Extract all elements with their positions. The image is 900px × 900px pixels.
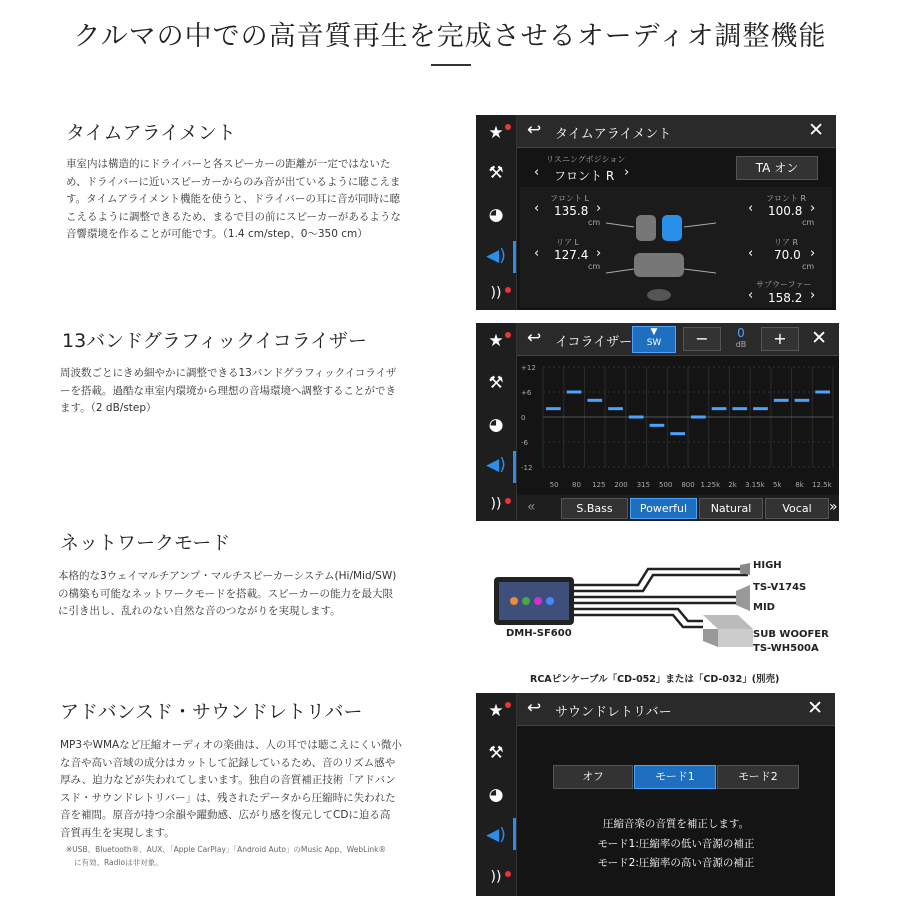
wiring-diagram xyxy=(478,555,838,685)
star-icon[interactable]: ★ xyxy=(488,331,504,351)
back-icon[interactable]: ↩ xyxy=(527,120,542,140)
text-line: 音響環境を作ることが可能です。（1.4 cm/step、0〜350 cm） xyxy=(66,228,368,240)
close-icon[interactable]: ✕ xyxy=(808,119,824,141)
eq-band-level xyxy=(650,424,665,427)
text-line: な音や高い音域の成分はカットして記録しているため、音のリズム感や xyxy=(60,756,396,769)
chevron-right-icon[interactable]: › xyxy=(810,288,816,303)
y-tick-label: -12 xyxy=(521,464,533,472)
band-label: 200 xyxy=(614,481,628,489)
eq-band-level xyxy=(567,391,582,394)
chevron-right-icon[interactable]: › xyxy=(810,246,816,261)
band-label: 50 xyxy=(549,481,559,489)
front-right-unit: cm xyxy=(802,218,815,227)
rear-right-label: リア R xyxy=(774,238,799,247)
rear-right-unit: cm xyxy=(802,262,815,271)
wifi-icon[interactable]: )) xyxy=(490,285,502,301)
text-line: 周波数ごとにきめ細やかに調整できる13バンドグラフィックイコライザ xyxy=(60,367,397,379)
band-label: 1.25k xyxy=(700,481,721,489)
settings-tools-icon[interactable]: ⚒ xyxy=(488,373,504,393)
wifi-icon[interactable]: )) xyxy=(490,496,502,512)
settings-tools-icon[interactable]: ⚒ xyxy=(488,163,504,183)
mid-label: MID xyxy=(753,602,775,613)
text-line: ーを搭載。過酷な車室内環境から理想の音場環境へ調整することができ xyxy=(60,384,396,397)
chevron-left-icon[interactable]: ‹ xyxy=(534,201,540,216)
notification-dot xyxy=(505,702,511,708)
high-label: HIGH xyxy=(753,560,782,571)
text-line: スド・サウンドレトリバー」は、残されたデータから圧縮時に失われた xyxy=(60,791,396,804)
band-label: 800 xyxy=(681,481,695,489)
text-line: 音質再生を実現します。 xyxy=(60,826,175,839)
rear-left-unit: cm xyxy=(588,262,601,271)
page-title: クルマの中での高音質再生を完成させるオーディオ調整機能 xyxy=(73,21,827,52)
time-alignment-screen xyxy=(476,115,836,310)
section-title-network: ネットワークモード xyxy=(60,532,231,554)
eq-band-level xyxy=(691,416,706,419)
sound-retriever-screen xyxy=(476,693,835,896)
minus-button[interactable]: − xyxy=(683,327,721,351)
chevron-left-icon[interactable]: ‹ xyxy=(534,165,540,180)
preset-next-icon[interactable]: » xyxy=(829,499,838,515)
retriever-mode2-button[interactable]: モード2 xyxy=(717,765,799,789)
chevron-left-icon[interactable]: ‹ xyxy=(748,246,754,261)
section-body-time-alignment xyxy=(66,156,436,244)
back-icon[interactable]: ↩ xyxy=(527,698,542,718)
eq-band-level xyxy=(608,407,623,410)
front-left-label: フロント L xyxy=(550,194,589,203)
chevron-left-icon[interactable]: ‹ xyxy=(748,201,754,216)
active-indicator xyxy=(513,818,516,850)
front-left-value: 135.8 xyxy=(554,204,589,218)
eq-band-level xyxy=(670,432,685,435)
description-line: モード2:圧縮率の高い音源の補正 xyxy=(597,857,755,869)
text-line: 本格的な3ウェイマルチアンプ・マルチスピーカーシステム(Hi/Mid/SW) xyxy=(58,570,397,582)
equalizer-chart[interactable] xyxy=(517,357,839,495)
car-seats-diagram xyxy=(596,203,726,303)
notification-dot xyxy=(505,124,511,130)
text-line: に引き出し、乱れのない自然な音のつながりを実現します。 xyxy=(58,605,341,617)
back-icon[interactable]: ↩ xyxy=(527,328,542,348)
band-label: 315 xyxy=(636,481,651,489)
band-label: 8k xyxy=(795,481,804,489)
preset-vocal-button[interactable]: Vocal xyxy=(765,498,829,519)
listening-position-value: フロント R xyxy=(554,169,615,183)
text-line: す。タイムアライメント機能を使うと、ドライバーの耳に音が同時に聴 xyxy=(66,193,401,205)
chevron-right-icon[interactable]: › xyxy=(596,246,602,261)
section-title-equalizer: 13バンドグラフィックイコライザー xyxy=(62,330,367,352)
ta-on-button[interactable]: TA オン xyxy=(736,156,818,180)
notification-dot xyxy=(505,287,511,293)
screen-title: タイムアライメント xyxy=(555,127,672,142)
sw-button[interactable] xyxy=(632,326,676,353)
settings-tools-icon[interactable]: ⚒ xyxy=(488,743,504,763)
rear-left-label: リア L xyxy=(556,238,579,247)
sw-label: SW xyxy=(646,338,662,348)
text-line: MP3やWMAなど圧縮オーディオの楽曲は、人の耳では聴こえにくい微小 xyxy=(60,739,402,751)
eq-band-level xyxy=(774,399,789,402)
listening-position-label: リスニングポジション xyxy=(546,155,626,164)
retriever-description xyxy=(517,815,835,874)
screen-title: サウンドレトリバー xyxy=(555,705,672,720)
front-right-label: フロント R xyxy=(766,194,807,203)
preset-sbass-button[interactable]: S.Bass xyxy=(561,498,628,519)
retriever-mode1-button[interactable]: モード1 xyxy=(634,765,716,789)
chevron-right-icon[interactable]: › xyxy=(624,165,630,180)
screen-header xyxy=(517,323,839,356)
palette-icon[interactable]: ◕ xyxy=(488,785,504,805)
y-tick-label: +6 xyxy=(521,389,532,397)
eq-band-level xyxy=(712,407,727,410)
wifi-icon[interactable]: )) xyxy=(490,869,502,885)
head-unit-label: DMH-SF600 xyxy=(506,628,572,639)
text-line: め、ドライバーに近いスピーカーからのみ音が出ているように聴こえま xyxy=(66,175,401,188)
section-body-equalizer xyxy=(60,365,440,418)
eq-band-level xyxy=(795,399,810,402)
section-body-retriever xyxy=(60,737,440,842)
screen-header xyxy=(517,693,835,726)
rear-right-value: 70.0 xyxy=(774,248,801,262)
eq-band-level xyxy=(587,399,602,402)
notification-dot xyxy=(505,871,511,877)
band-label: 125 xyxy=(592,481,606,489)
eq-band-level xyxy=(732,407,747,410)
subwoofer-label: SUB WOOFER xyxy=(753,629,829,640)
text-line: の構築も可能なネットワークモードを搭載。スピーカーの能力を最大限 xyxy=(58,587,393,600)
cable-note: RCAピンケーブル「CD-052」または「CD-032」(別売) xyxy=(530,674,780,685)
retriever-off-button[interactable]: オフ xyxy=(553,765,633,789)
text-line: 音を補間。原音が持つ余韻や躍動感、広がり感を復元してCDに迫る高 xyxy=(60,809,391,821)
equalizer-screen xyxy=(476,323,839,521)
rear-left-value: 127.4 xyxy=(554,248,589,262)
audio-icon[interactable]: ◀) xyxy=(486,246,506,266)
notification-dot xyxy=(505,498,511,504)
band-label: 12.5k xyxy=(812,481,832,489)
text-line: こえるように調整できるため、まるで目の前にスピーカーがあるような xyxy=(66,210,401,223)
eq-band-level xyxy=(546,407,561,410)
section-title-time-alignment: タイムアライメント xyxy=(66,122,236,144)
preset-natural-button[interactable]: Natural xyxy=(699,498,763,519)
description-line: モード1:圧縮率の低い音源の補正 xyxy=(597,837,755,850)
palette-icon[interactable]: ◕ xyxy=(488,205,504,225)
sidebar xyxy=(476,115,517,310)
audio-icon[interactable]: ◀) xyxy=(486,825,506,845)
band-label: 3.15k xyxy=(745,481,765,489)
section-body-network xyxy=(58,568,458,621)
star-icon[interactable]: ★ xyxy=(488,123,504,143)
footnote-line: に有効、Radioは非対象。 xyxy=(74,858,163,867)
text-line: ます。（2 dB/step） xyxy=(60,402,157,414)
gain-value: 0 xyxy=(737,326,745,340)
subwoofer-label: サブウーファー xyxy=(756,280,812,289)
sidebar xyxy=(476,323,517,521)
y-tick-label: +12 xyxy=(521,364,536,372)
plus-button[interactable]: + xyxy=(761,327,799,351)
palette-icon[interactable]: ◕ xyxy=(488,415,504,435)
gain-unit: dB xyxy=(735,340,747,349)
band-label: 5k xyxy=(772,481,782,489)
network-diagram xyxy=(478,555,838,685)
star-icon[interactable]: ★ xyxy=(488,701,504,721)
text-line: 車室内は構造的にドライバーと各スピーカーの距離が一定ではないた xyxy=(66,158,391,170)
active-indicator xyxy=(513,451,516,483)
preset-bar xyxy=(517,495,839,521)
preset-prev-icon[interactable]: « xyxy=(527,499,536,515)
band-label: 80 xyxy=(572,481,581,489)
chevron-left-icon[interactable]: ‹ xyxy=(534,246,540,261)
y-tick-label: 0 xyxy=(521,414,526,422)
chevron-left-icon[interactable]: ‹ xyxy=(748,288,754,303)
filter-icon: ▼ xyxy=(650,327,658,337)
text-line: 厚み、迫力などが失われてしまいます。独自の音質補正技術「アドバン xyxy=(60,774,396,786)
audio-icon[interactable]: ◀) xyxy=(486,455,506,475)
title-divider xyxy=(431,64,471,66)
eq-band-level xyxy=(815,391,830,394)
notification-dot xyxy=(505,332,511,338)
close-icon[interactable]: ✕ xyxy=(807,697,823,719)
preset-powerful-button[interactable]: Powerful xyxy=(630,498,697,519)
speaker-model-label: TS-V174S xyxy=(753,582,807,593)
close-icon[interactable]: ✕ xyxy=(811,327,827,349)
band-label: 500 xyxy=(659,481,673,489)
screen-header xyxy=(517,115,836,148)
section-title-retriever: アドバンスド・サウンドレトリバー xyxy=(60,701,363,723)
footnote-line: ※USB、Bluetooth®、AUX、「Apple CarPlay」「Android Auto」のMusic App、WebLink® xyxy=(66,845,387,854)
subwoofer-model-label: TS-WH500A xyxy=(753,643,819,654)
sidebar xyxy=(476,693,517,896)
gain-display xyxy=(723,326,759,352)
band-label: 2k xyxy=(728,481,737,489)
front-right-value: 100.8 xyxy=(768,204,803,218)
eq-band-level xyxy=(629,416,644,419)
screen-title: イコライザー xyxy=(555,335,633,350)
active-indicator xyxy=(513,241,516,273)
front-left-unit: cm xyxy=(588,218,601,227)
chevron-right-icon[interactable]: › xyxy=(810,201,816,216)
eq-band-level xyxy=(753,407,768,410)
description-line: 圧縮音楽の音質を補正します。 xyxy=(602,818,750,830)
chevron-right-icon[interactable]: › xyxy=(596,201,602,216)
footnote xyxy=(66,843,446,869)
y-tick-label: -6 xyxy=(521,439,528,447)
subwoofer-value: 158.2 xyxy=(768,291,803,305)
